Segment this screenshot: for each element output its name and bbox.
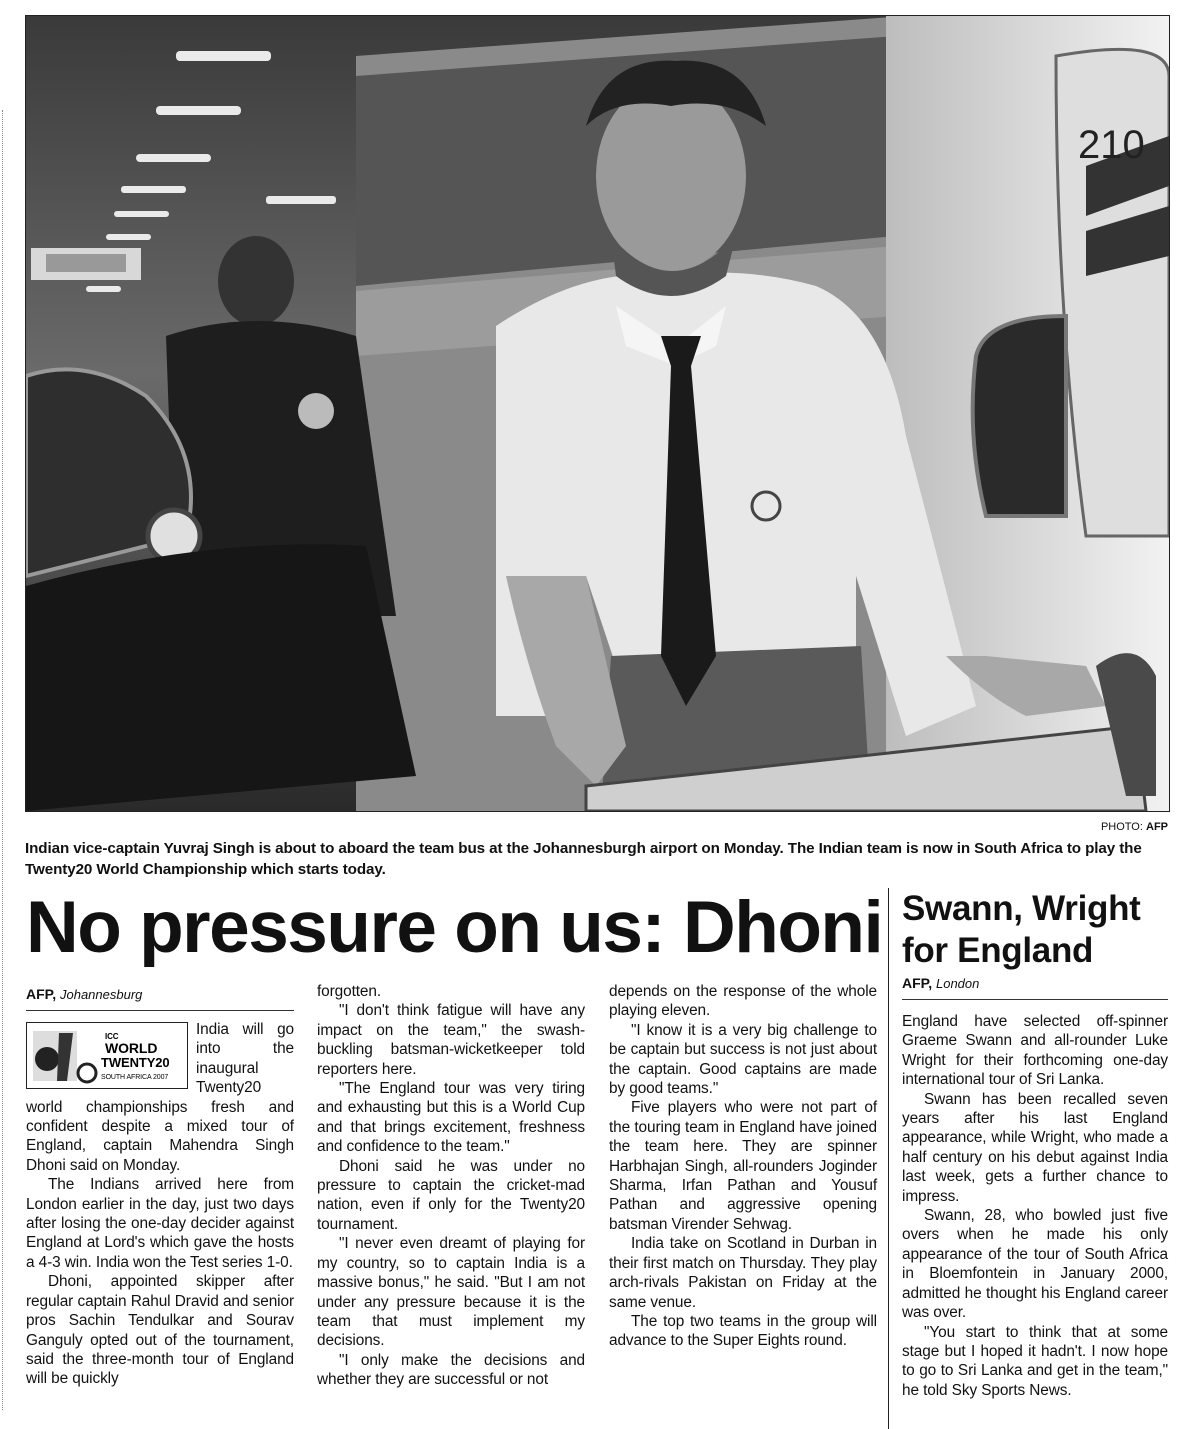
side-column	[902, 1012, 1168, 1400]
main-column-3	[609, 982, 877, 1351]
logo-twenty20: TWENTY20	[101, 1055, 170, 1070]
main-byline	[26, 986, 142, 1002]
news-photo	[25, 15, 1170, 812]
paragraph: Dhoni said he was under no pressure to captain the cricket-mad nation, even if only for the Twenty20 tournament.	[317, 1157, 585, 1233]
logo-world: WORLD	[105, 1040, 158, 1056]
side-byline-rule	[902, 999, 1168, 1000]
photo-credit-label: PHOTO:	[1100, 821, 1143, 833]
paragraph: The Indians arrived here from London earlier in the day, just two days after losing the one-day decider against England at Lord's which gave the hosts a 4-3 win. India won the Test series 1-0.	[26, 1176, 294, 1271]
paragraph: Five players who were not part of the touring team in England have joined the team here. They are spinner Harbhajan Singh, all-rounders Joginder Sharma, Irfan Pathan and Yousuf Pathan and aggressive opening batsman Virender Sehwag.	[609, 1099, 877, 1233]
paragraph: "The England tour was very tiring and exhausting but this is a World Cup and that brings excitement, freshness and confidence to the team."	[317, 1080, 585, 1156]
paragraph: "I know it is a very big challenge to be captain but success is not just about the captain. Good captains are made by good teams."	[609, 1021, 877, 1098]
photo-caption: Indian vice-captain Yuvraj Singh is about to aboard the team bus at the Johannesburgh airport on Monday. The Indian team is now in South Africa to play the Twenty20 World Championship which starts today.	[25, 840, 1142, 878]
paragraph: India will go into the inaugural Twenty20 world championships fresh and confident despite a mixed tour of England, captain Mahendra Singh Dhoni said on Monday.	[26, 1021, 294, 1174]
main-byline-agency: AFP,	[26, 986, 57, 1002]
main-headline: No pressure on us: Dhoni	[26, 887, 883, 968]
paragraph: "I only make the decisions and whether they are successful or not	[317, 1351, 585, 1389]
photo-credit	[1101, 821, 1168, 833]
side-article-divider	[888, 888, 889, 1429]
logo-icc: ICC	[105, 1032, 119, 1041]
paragraph: The top two teams in the group will advance to the Super Eights round.	[609, 1312, 877, 1350]
side-byline-place: London	[935, 976, 980, 991]
paragraph: "I never even dreamt of playing for my country, so to captain India is a massive bonus," he said. "But I am not under any pressure because it is the team that must implement my decisions.	[317, 1235, 585, 1350]
logo-south-africa: SOUTH AFRICA 2007	[101, 1074, 169, 1081]
byline-rule-1	[26, 1010, 294, 1011]
side-byline-agency: AFP,	[902, 975, 933, 991]
paragraph: forgotten.	[317, 983, 382, 1000]
paragraph: Swann, 28, who bowled just five overs when he made his only appearance of the tour of South Africa in Bloemfontein in January 2000, admitted he thought his England career was over.	[902, 1207, 1168, 1322]
side-headline: Swann, Wright for England	[902, 889, 1141, 970]
main-column-2	[317, 982, 585, 1390]
main-column-1	[26, 1020, 294, 1389]
paragraph: Swann has been recalled seven years after his last England appearance, while Wright, who made a half century on his debut against India last week, gets a further chance to impress.	[902, 1090, 1168, 1205]
page-margin-rule	[2, 110, 4, 1410]
paragraph: India take on Scotland in Durban in their first match on Thursday. They play arch-rivals Pakistan on Friday at the same venue.	[609, 1235, 877, 1311]
bus-number: 210	[1078, 123, 1145, 167]
paragraph: England have selected off-spinner Graeme Swann and all-rounder Luke Wright for their forthcoming one-day international tour of Sri Lanka.	[902, 1013, 1168, 1089]
paragraph: depends on the response of the whole playing eleven.	[609, 983, 877, 1020]
photo-credit-agency: AFP	[1146, 821, 1168, 833]
paragraph: "You start to think that at some stage but I hoped it hadn't. I now hope to go to Sri Lanka and get in the team," he told Sky Sports News.	[902, 1323, 1168, 1399]
paragraph: "I don't think fatigue will have any impact on the team," the swash-buckling batsman-wicketkeeper told reporters here.	[317, 1002, 585, 1078]
paragraph: Dhoni, appointed skipper after regular captain Rahul Dravid and senior pros Sachin Tendulkar and Sourav Ganguly opted out of the tournament, said the three-month tour of England will be quickly	[26, 1273, 294, 1388]
main-byline-place: Johannesburg	[59, 987, 143, 1002]
world-twenty20-logo	[26, 1022, 188, 1089]
side-byline	[902, 975, 979, 991]
